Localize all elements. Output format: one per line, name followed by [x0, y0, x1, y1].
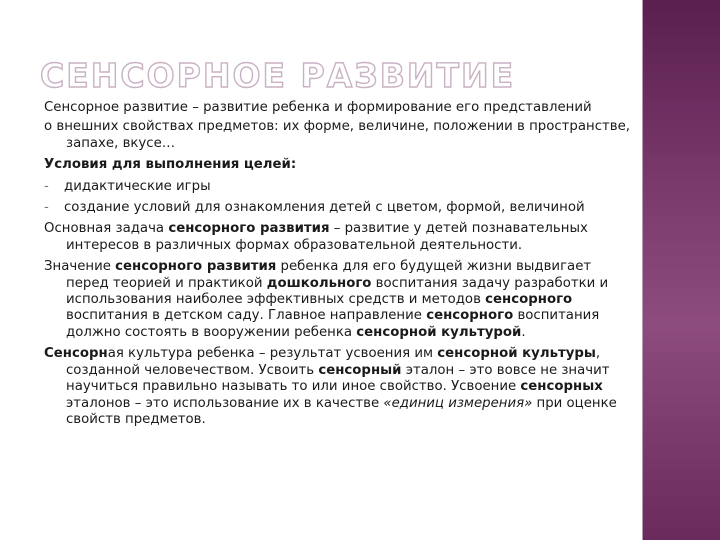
paragraph-properties: о внешних свойствах предметов: их форме, величине, положении в пространстве, запахе, вкусе… — [44, 119, 631, 151]
text: при оценке свойств предметов. — [66, 395, 617, 427]
conditions-heading — [44, 157, 634, 173]
text-italic: «единиц измерения» — [383, 395, 533, 411]
bullet-marker: - — [44, 178, 49, 194]
text-bold: сенсорного — [485, 292, 573, 308]
text-bold: дошкольного — [266, 275, 372, 291]
text-bold: Сенсорн — [44, 346, 108, 362]
text: эталон – это вовсе не значит научиться правильно называть то или иное свойство. Усвоение — [66, 362, 610, 395]
text: Значение — [44, 259, 116, 275]
slide-body — [44, 100, 634, 433]
list-item-text: создание условий для ознакомления детей с цветом, формой, величиной — [64, 200, 585, 216]
paragraph-value — [44, 259, 634, 341]
bullet-marker: - — [44, 200, 49, 216]
text: воспитания задачу разработки и использования наиболее эффективных средств и методов — [66, 275, 609, 308]
text: Основная задача — [44, 221, 169, 237]
text: воспитания должно состоять в вооружении ребенка — [66, 308, 600, 340]
text: ая культура ребенка – результат усвоения им — [107, 346, 438, 362]
text-bold: сенсорной культурой — [356, 324, 522, 340]
term: Сенсорное развитие — [44, 100, 188, 115]
text-bold: сенсорного — [426, 308, 514, 324]
paragraph-definition — [44, 100, 634, 116]
text: эталонов – это использование их в качестве — [66, 395, 384, 411]
text: . — [521, 324, 526, 340]
decorative-side-band — [643, 0, 720, 540]
text-bold: сенсорной культуры — [437, 346, 596, 362]
list-item-text: дидактические игры — [64, 178, 211, 194]
list-item — [44, 200, 634, 216]
text-bold: сенсорного развития — [115, 259, 277, 275]
text: – развитие у детей познавательных интересов в различных формах образовательной деятельности. — [66, 221, 588, 253]
definition-text: – развитие ребенка и формирование его представлений — [188, 100, 592, 115]
slide-title: СЕНСОРНОЕ РАЗВИТИЕ — [40, 56, 516, 95]
paragraph-main-task — [44, 221, 634, 254]
text-bold: сенсорный — [318, 362, 402, 378]
text: , созданной человечеством. Усвоить — [66, 346, 601, 378]
text-bold: сенсорных — [520, 379, 603, 395]
conditions-title: Условия для выполнения целей: — [44, 157, 297, 173]
paragraph-culture — [44, 346, 634, 428]
text-bold: сенсорного развития — [168, 221, 330, 237]
text: воспитания в детском саду. Главное направление — [66, 308, 427, 324]
text: ребенка для его будущей жизни выдвигает перед теорией и практикой — [66, 259, 592, 291]
list-item — [44, 179, 634, 195]
